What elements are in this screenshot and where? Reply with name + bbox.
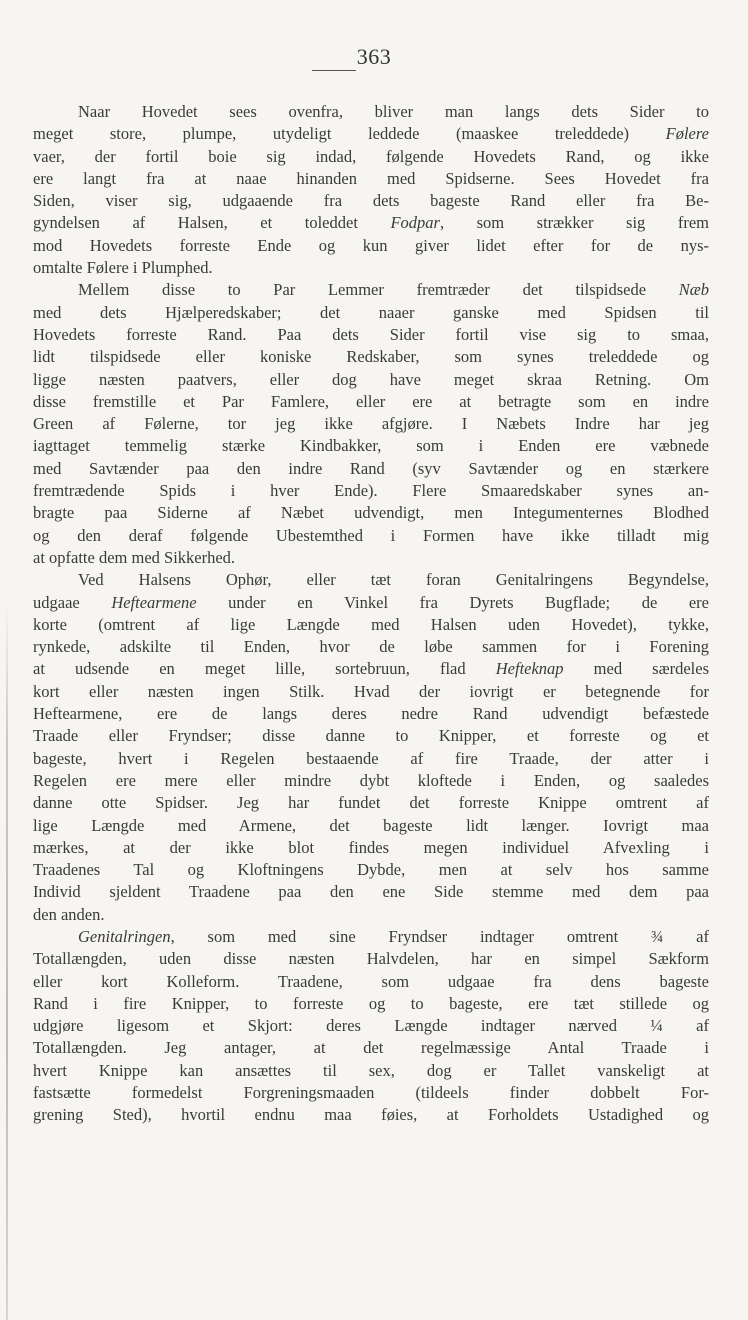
text-line: korte (omtrent af lige Længde med Halsen uden Hovedet), tykke, <box>33 614 709 634</box>
text-segment: , som med sine Fryndser indtager omtrent ¾ af <box>170 926 709 946</box>
text-segment: Mellem disse to Par Lemmer fremtræder det tilspidsede <box>78 280 679 300</box>
text-line: eller kort Kolleform. Traadene, som udgaae fra dens bageste <box>33 971 709 991</box>
text-line: Ved Halsens Ophør, eller tæt foran Genitalringens Begyndelse, <box>78 570 709 590</box>
text-line: lidt tilspidsede eller koniske Redskaber, som synes treleddede og <box>33 347 709 367</box>
text-line: med dets Hjælperedskaber; det naaer ganske med Spidsen til <box>33 302 709 322</box>
text-line: og den deraf følgende Ubestemthed i Formen have ikke tilladt mig <box>33 525 709 545</box>
text-line: Heftearmene, ere de langs deres nedre Rand udvendigt befæstede <box>33 704 709 724</box>
text-line: vaer, der fortil boie sig indad, følgende Hovedets Rand, og ikke <box>33 146 709 166</box>
page-number: 363 <box>356 44 392 69</box>
text-line: danne otte Spidser. Jeg har fundet det forreste Knippe omtrent af <box>33 793 709 813</box>
text-line: Individ sjeldent Traadene paa den ene Side stemme med dem paa <box>33 882 709 902</box>
text-segment: , som strækker sig frem <box>439 213 709 233</box>
emphasized-term: Heftearmene <box>111 592 197 612</box>
text-line: rynkede, adskilte til Enden, hvor de løbe sammen for i Forening <box>33 637 709 657</box>
text-line: bragte paa Siderne af Næbet udvendigt, men Integumenternes Blodhed <box>33 503 709 523</box>
text-line: Hovedets forreste Rand. Paa dets Sider fortil vise sig to smaa, <box>33 324 709 344</box>
text-line: Naar Hovedet sees ovenfra, bliver man langs dets Sider to <box>78 102 709 121</box>
text-line: fremtrædende Spids i hver Ende). Flere Smaaredskaber synes an- <box>33 481 709 501</box>
text-line <box>33 279 709 301</box>
text-line: Siden, viser sig, udgaaende fra dets bageste Rand eller fra Be- <box>33 191 709 211</box>
text-line: kort eller næsten ingen Stilk. Hvad der iovrigt er betegnende for <box>33 681 709 701</box>
text-line: ere langt fra at naae hinanden med Spidserne. Sees Hovedet fra <box>33 168 709 188</box>
text-line: udgjøre ligesom et Skjort: deres Længde indtager nærved ¼ af <box>33 1016 709 1036</box>
text-line <box>33 592 709 614</box>
text-line: bageste, hvert i Regelen bestaaende af fire Traade, der atter i <box>33 748 709 768</box>
text-segment: under en Vinkel fra Dyrets Bugflade; de ere <box>196 592 709 612</box>
text-segment: at udsende en meget lille, sortebruun, flad <box>33 659 496 679</box>
text-line <box>33 926 709 948</box>
emphasized-term: Følere <box>665 124 709 144</box>
text-line: disse fremstille et Par Famlere, eller ere at betragte som en indre <box>33 391 709 411</box>
emphasized-term: Fodpar <box>390 213 440 233</box>
text-segment: med særdeles <box>563 659 709 679</box>
text-line: Totallængden, uden disse næsten Halvdelen, har en simpel Sækform <box>33 949 709 969</box>
text-line: Green af Følerne, tor jeg ikke afgjøre. I Næbets Indre har jeg <box>33 414 709 434</box>
page-number-rule <box>312 70 356 71</box>
emphasized-term: Hefteknap <box>495 659 564 679</box>
emphasized-term: Genitalringen <box>78 926 171 946</box>
text-segment: gyndelsen af Halsen, et toleddet <box>33 213 391 233</box>
page-spine-shadow <box>6 600 8 1320</box>
text-line: Traadenes Tal og Kloftningens Dybde, men at selv hos samme <box>33 860 709 880</box>
text-segment: meget store, plumpe, utydeligt leddede (maaskee treleddede) <box>33 124 666 144</box>
text-line: omtalte Følere i Plumphed. <box>33 258 213 278</box>
text-line: iagttaget temmelig stærke Kindbakker, som i Enden ere væbnede <box>33 436 709 456</box>
text-line: med Savtænder paa den indre Rand (syv Savtænder og en stærkere <box>33 458 709 478</box>
body-text <box>33 101 709 1127</box>
text-line: den anden. <box>33 904 105 924</box>
text-line: hvert Knippe kan ansættes til sex, dog er Tallet vanskeligt at <box>33 1060 709 1080</box>
text-line: mod Hovedets forreste Ende og kun giver lidet efter for de nys- <box>33 235 709 255</box>
text-line <box>33 123 709 145</box>
text-line <box>33 658 709 680</box>
text-segment: udgaae <box>33 592 112 612</box>
text-line: fastsætte formedelst Forgreningsmaaden (tildeels finder dobbelt For- <box>33 1083 709 1103</box>
text-line: grening Sted), hvortil endnu maa føies, at Forholdets Ustadighed og <box>33 1105 709 1125</box>
text-line: lige Længde med Armene, det bageste lidt længer. Iovrigt maa <box>33 815 709 835</box>
text-line: mærkes, at der ikke blot findes megen individuel Afvexling i <box>33 837 709 857</box>
text-line: Totallængden. Jeg antager, at det regelmæssige Antal Traade i <box>33 1038 709 1058</box>
text-line: at opfatte dem med Sikkerhed. <box>33 547 236 567</box>
text-line: Traade eller Fryndser; disse danne to Knipper, et forreste og et <box>33 726 709 746</box>
text-line: ligge næsten paatvers, eller dog have meget skraa Retning. Om <box>33 369 709 389</box>
emphasized-term: Næb <box>678 280 709 300</box>
text-line: Regelen ere mere eller mindre dybt kloftede i Enden, og saaledes <box>33 770 709 790</box>
text-line: Rand i fire Knipper, to forreste og to bageste, ere tæt stillede og <box>33 993 709 1013</box>
text-line <box>33 212 709 234</box>
